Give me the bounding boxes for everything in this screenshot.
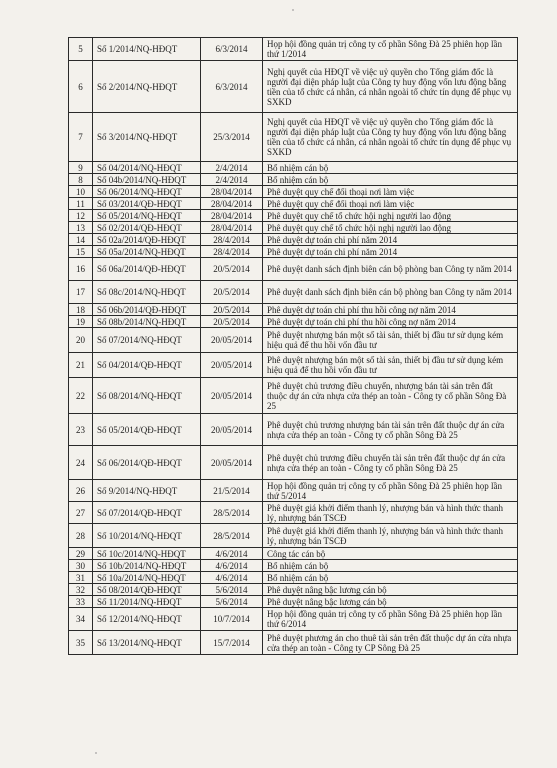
date-cell: 20/5/2014 [201, 304, 263, 316]
date-cell: 28/5/2014 [201, 502, 263, 524]
table-row [69, 584, 518, 596]
row-number-cell: 23 [69, 414, 93, 446]
document-number-cell: Số 07/2014/QĐ-HĐQT [93, 502, 201, 524]
content-cell: Phê duyệt nâng bậc lương cán bộ [263, 584, 518, 596]
document-number-cell: Số 10c/2014/NQ-HĐQT [93, 548, 201, 560]
date-cell: 20/5/2014 [201, 258, 263, 281]
row-number-cell: 20 [69, 328, 93, 353]
row-number-cell: 32 [69, 584, 93, 596]
document-number-cell: Số 10a/2014/NQ-HĐQT [93, 572, 201, 584]
table-row [69, 246, 518, 258]
resolutions-table [68, 37, 518, 655]
date-cell: 28/04/2014 [201, 198, 263, 210]
table-row [69, 572, 518, 584]
table-row [69, 631, 518, 655]
row-number-cell: 22 [69, 378, 93, 414]
row-number-cell: 18 [69, 304, 93, 316]
document-number-cell: Số 07/2014/NQ-HĐQT [93, 328, 201, 353]
content-cell: Phê duyệt nâng bậc lương cán bộ [263, 596, 518, 608]
content-cell: Bổ nhiệm cán bộ [263, 162, 518, 174]
row-number-cell: 7 [69, 113, 93, 162]
row-number-cell: 30 [69, 560, 93, 572]
document-number-cell: Số 05a/2014/NQ-HĐQT [93, 246, 201, 258]
content-cell: Họp hội đồng quản trị công ty cổ phần Sông Đà 25 phiên họp lần thứ 1/2014 [263, 38, 518, 61]
date-cell: 28/04/2014 [201, 186, 263, 198]
content-cell: Phê duyệt chủ trương điều chuyển, nhượng bán tài sản trên đất thuộc dự án cửa nhựa cửa thép an toàn - Công ty cổ phần Sông Đà 25 [263, 378, 518, 414]
content-cell: Phê duyệt dự toán chi phí năm 2014 [263, 234, 518, 246]
row-number-cell: 14 [69, 234, 93, 246]
table-row [69, 378, 518, 414]
table-row [69, 353, 518, 378]
content-cell: Bổ nhiệm cán bộ [263, 560, 518, 572]
content-cell: Phê duyệt quy chế đối thoại nơi làm việc [263, 186, 518, 198]
row-number-cell: 15 [69, 246, 93, 258]
content-cell: Họp hội đồng quản trị công ty cổ phần Sông Đà 25 phiên họp lần thứ 5/2014 [263, 480, 518, 502]
table-row [69, 480, 518, 502]
document-number-cell: Số 3/2014/NQ-HĐQT [93, 113, 201, 162]
document-number-cell: Số 2/2014/NQ-HĐQT [93, 61, 201, 113]
date-cell: 20/5/2014 [201, 316, 263, 328]
table-row [69, 596, 518, 608]
document-number-cell: Số 08c/2014/NQ-HĐQT [93, 281, 201, 304]
row-number-cell: 9 [69, 162, 93, 174]
date-cell: 6/3/2014 [201, 38, 263, 61]
document-number-cell: Số 05/2014/NQ-HĐQT [93, 210, 201, 222]
date-cell: 10/7/2014 [201, 608, 263, 631]
content-cell: Phê duyệt danh sách định biên cán bộ phòng ban Công ty năm 2014 [263, 258, 518, 281]
date-cell: 2/4/2014 [201, 174, 263, 186]
content-cell: Nghị quyết của HĐQT về việc uỷ quyền cho Tổng giám đốc là người đại diện pháp luật của Công ty huy động vốn lưu động bằng tiền của tổ chức cá nhân, cá nhân ngoài tổ chức tín dụng để phục vụ SXKD [263, 113, 518, 162]
content-cell: Phê duyệt phương án cho thuê tài sản trên đất thuộc dự án cửa nhựa cửa thép an toàn - Công ty CP Sông Đà 25 [263, 631, 518, 655]
document-number-cell: Số 04/2014/QĐ-HĐQT [93, 353, 201, 378]
date-cell: 20/05/2014 [201, 353, 263, 378]
document-number-cell: Số 05/2014/QĐ-HĐQT [93, 414, 201, 446]
content-cell: Phê duyệt giá khởi điểm thanh lý, nhượng bán và hình thức thanh lý, nhượng bán TSCĐ [263, 502, 518, 524]
row-number-cell: 12 [69, 210, 93, 222]
row-number-cell: 33 [69, 596, 93, 608]
table-row [69, 186, 518, 198]
document-number-cell: Số 13/2014/NQ-HĐQT [93, 631, 201, 655]
content-cell: Phê duyệt nhượng bán một số tài sản, thiết bị đầu tư sử dụng kém hiệu quả để thu hồi vốn đầu tư [263, 328, 518, 353]
table-row [69, 281, 518, 304]
document-number-cell: Số 06a/2014/QĐ-HĐQT [93, 258, 201, 281]
document-number-cell: Số 08/2014/QĐ-HĐQT [93, 584, 201, 596]
table-row [69, 174, 518, 186]
date-cell: 2/4/2014 [201, 162, 263, 174]
row-number-cell: 19 [69, 316, 93, 328]
table-row [69, 414, 518, 446]
document-number-cell: Số 08/2014/NQ-HĐQT [93, 378, 201, 414]
row-number-cell: 28 [69, 524, 93, 548]
document-number-cell: Số 10b/2014/NQ-HĐQT [93, 560, 201, 572]
content-cell: Bổ nhiệm cán bộ [263, 572, 518, 584]
date-cell: 4/6/2014 [201, 572, 263, 584]
date-cell: 21/5/2014 [201, 480, 263, 502]
date-cell: 20/5/2014 [201, 281, 263, 304]
date-cell: 5/6/2014 [201, 596, 263, 608]
table-row [69, 548, 518, 560]
table-row [69, 608, 518, 631]
date-cell: 28/04/2014 [201, 222, 263, 234]
row-number-cell: 24 [69, 446, 93, 480]
table-row [69, 328, 518, 353]
document-number-cell: Số 06/2014/QĐ-HĐQT [93, 446, 201, 480]
date-cell: 20/05/2014 [201, 328, 263, 353]
document-number-cell: Số 11/2014/NQ-HĐQT [93, 596, 201, 608]
content-cell: Nghị quyết của HĐQT về việc uỷ quyền cho Tổng giám đốc là người đại diện pháp luật của Công ty huy động vốn lưu động bằng tiền của tổ chức cá nhân, cá nhân ngoài tổ chức tín dụng để phục vụ SXKD [263, 61, 518, 113]
date-cell: 20/05/2014 [201, 414, 263, 446]
row-number-cell: 10 [69, 186, 93, 198]
content-cell: Phê duyệt quy chế đối thoại nơi làm việc [263, 198, 518, 210]
row-number-cell: 8 [69, 174, 93, 186]
document-number-cell: Số 1/2014/NQ-HĐQT [93, 38, 201, 61]
content-cell: Phê duyệt quy chế tổ chức hội nghị người lao động [263, 222, 518, 234]
document-number-cell: Số 06/2014/NQ-HĐQT [93, 186, 201, 198]
table-row [69, 162, 518, 174]
date-cell: 20/05/2014 [201, 378, 263, 414]
content-cell: Bổ nhiệm cán bộ [263, 174, 518, 186]
content-cell: Phê duyệt dự toán chi phí thu hồi công nợ năm 2014 [263, 316, 518, 328]
table-row [69, 446, 518, 480]
date-cell: 28/04/2014 [201, 210, 263, 222]
content-cell: Phê duyệt dự toán chi phí thu hồi công nợ năm 2014 [263, 304, 518, 316]
row-number-cell: 35 [69, 631, 93, 655]
content-cell: Họp hội đồng quản trị công ty cổ phần Sông Đà 25 phiên họp lần thứ 6/2014 [263, 608, 518, 631]
content-cell: Phê duyệt nhượng bán một số tài sản, thiết bị đầu tư sử dụng kém hiệu quả để thu hồi vốn đầu tư [263, 353, 518, 378]
row-number-cell: 17 [69, 281, 93, 304]
date-cell: 28/5/2014 [201, 524, 263, 548]
table-row [69, 524, 518, 548]
document-number-cell: Số 02/2014/QĐ-HĐQT [93, 222, 201, 234]
row-number-cell: 16 [69, 258, 93, 281]
document-number-cell: Số 06b/2014/QĐ-HĐQT [93, 304, 201, 316]
date-cell: 4/6/2014 [201, 560, 263, 572]
table-row [69, 234, 518, 246]
row-number-cell: 13 [69, 222, 93, 234]
date-cell: 28/4/2014 [201, 234, 263, 246]
content-cell: Phê duyệt dự toán chi phí năm 2014 [263, 246, 518, 258]
row-number-cell: 34 [69, 608, 93, 631]
date-cell: 28/4/2014 [201, 246, 263, 258]
date-cell: 6/3/2014 [201, 61, 263, 113]
table-row [69, 210, 518, 222]
date-cell: 25/3/2014 [201, 113, 263, 162]
table-row [69, 38, 518, 61]
document-number-cell: Số 08b/2014/NQ-HĐQT [93, 316, 201, 328]
document-number-cell: Số 02a/2014/QĐ-HĐQT [93, 234, 201, 246]
document-number-cell: Số 9/2014/NQ-HĐQT [93, 480, 201, 502]
content-cell: Phê duyệt giá khởi điểm thanh lý, nhượng bán và hình thức thanh lý, nhượng bán TSCĐ [263, 524, 518, 548]
row-number-cell: 31 [69, 572, 93, 584]
document-number-cell: Số 03/2014/QĐ-HĐQT [93, 198, 201, 210]
content-cell: Phê duyệt quy chế tổ chức hội nghị người lao động [263, 210, 518, 222]
row-number-cell: 5 [69, 38, 93, 61]
row-number-cell: 11 [69, 198, 93, 210]
table-row [69, 198, 518, 210]
document-number-cell: Số 04b/2014/NQ-HĐQT [93, 174, 201, 186]
date-cell: 20/05/2014 [201, 446, 263, 480]
date-cell: 5/6/2014 [201, 584, 263, 596]
table-row [69, 304, 518, 316]
date-cell: 15/7/2014 [201, 631, 263, 655]
row-number-cell: 6 [69, 61, 93, 113]
row-number-cell: 27 [69, 502, 93, 524]
row-number-cell: 26 [69, 480, 93, 502]
table-row [69, 316, 518, 328]
row-number-cell: 29 [69, 548, 93, 560]
content-cell: Phê duyệt danh sách định biên cán bộ phòng ban Công ty năm 2014 [263, 281, 518, 304]
scan-speck [292, 9, 294, 11]
date-cell: 4/6/2014 [201, 548, 263, 560]
content-cell: Phê duyệt chủ trương nhượng bán tài sản trên đất thuộc dự án cửa nhựa cửa thép an toàn - Công ty cổ phần Sông Đà 25 [263, 414, 518, 446]
table-row [69, 258, 518, 281]
document-number-cell: Số 10/2014/NQ-HĐQT [93, 524, 201, 548]
scan-speck [95, 752, 97, 754]
content-cell: Phê duyệt chủ trương điều chuyển tài sản trên đất thuộc dự án cửa nhựa cửa thép an toàn - Công ty cổ phần Sông Đà 25 [263, 446, 518, 480]
content-cell: Công tác cán bộ [263, 548, 518, 560]
row-number-cell: 21 [69, 353, 93, 378]
resolutions-table-body [69, 38, 518, 655]
table-row [69, 61, 518, 113]
table-row [69, 502, 518, 524]
table-row [69, 113, 518, 162]
table-row [69, 560, 518, 572]
document-number-cell: Số 04/2014/NQ-HĐQT [93, 162, 201, 174]
document-number-cell: Số 12/2014/NQ-HĐQT [93, 608, 201, 631]
table-row [69, 222, 518, 234]
